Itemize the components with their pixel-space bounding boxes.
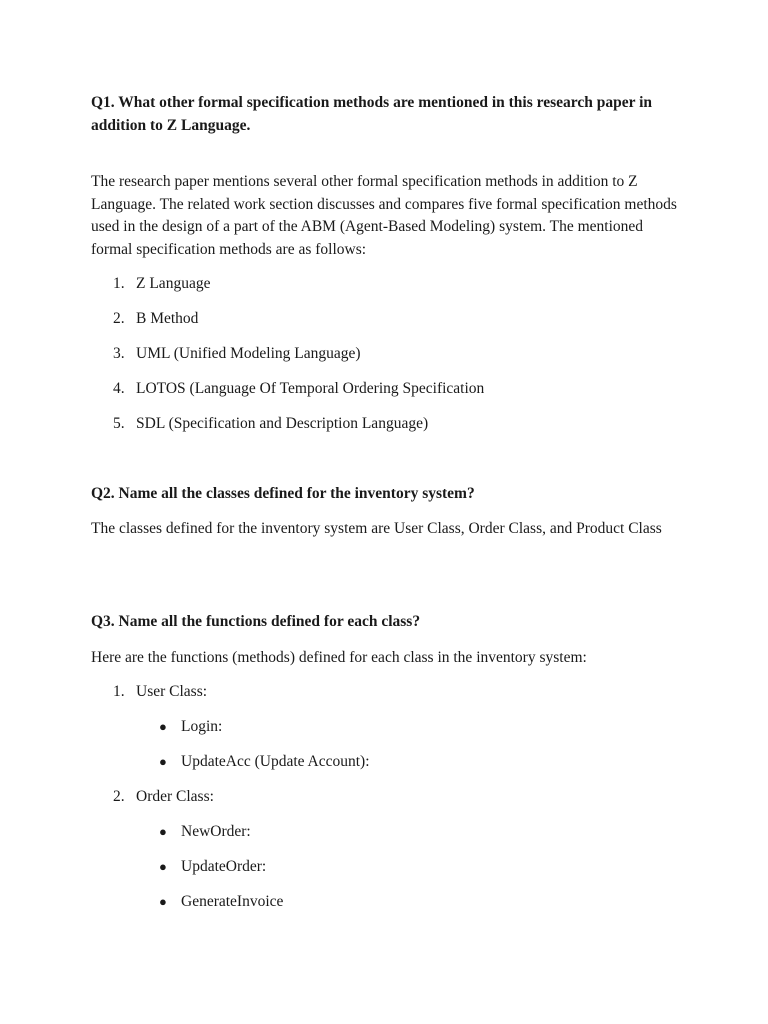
q3-heading: Q3. Name all the functions defined for each class? (91, 613, 421, 630)
method-text: LOTOS (Language Of Temporal Ordering Specification (136, 380, 485, 397)
method-item (113, 308, 198, 331)
class-item (113, 681, 207, 704)
bullet-icon: ● (159, 824, 167, 839)
method-item (113, 378, 484, 401)
list-number: 5. (113, 415, 125, 432)
method-item (113, 413, 428, 436)
list-number: 2. (113, 788, 125, 805)
method-item (113, 273, 210, 296)
q1-answer: The research paper mentions several other formal specification methods in addition to Z Language. The related work section discusses and compares five formal specification methods used in the design of a part of the ABM (Agent-Based Modeling) system. The mentioned formal specification methods are as follows: (91, 173, 677, 258)
list-number: 4. (113, 380, 125, 397)
function-text: GenerateInvoice (181, 893, 284, 910)
function-item (159, 716, 222, 739)
function-text: UpdateAcc (Update Account): (181, 753, 370, 770)
method-text: SDL (Specification and Description Language) (136, 415, 429, 432)
q2-heading: Q2. Name all the classes defined for the inventory system? (91, 485, 475, 502)
method-text: B Method (136, 310, 199, 327)
class-item (113, 786, 214, 809)
class-name: User Class: (136, 683, 208, 700)
function-text: Login: (181, 718, 223, 735)
function-item (159, 891, 283, 914)
list-number: 2. (113, 310, 125, 327)
q3-intro: Here are the functions (methods) defined for each class in the inventory system: (91, 649, 587, 666)
function-text: NewOrder: (181, 823, 251, 840)
class-name: Order Class: (136, 788, 214, 805)
method-item (113, 343, 361, 366)
bullet-icon: ● (159, 754, 167, 769)
list-number: 1. (113, 275, 125, 292)
function-item (159, 751, 370, 774)
method-text: Z Language (136, 275, 211, 292)
function-text: UpdateOrder: (181, 858, 267, 875)
bullet-icon: ● (159, 894, 167, 909)
list-number: 3. (113, 345, 125, 362)
list-number: 1. (113, 683, 125, 700)
function-item (159, 856, 266, 879)
function-item (159, 821, 251, 844)
q2-answer: The classes defined for the inventory system are User Class, Order Class, and Product Class (91, 520, 662, 537)
bullet-icon: ● (159, 859, 167, 874)
method-text: UML (Unified Modeling Language) (136, 345, 361, 362)
q1-heading: Q1. What other formal specification methods are mentioned in this research paper in addition to Z Language. (91, 94, 652, 134)
bullet-icon: ● (159, 719, 167, 734)
